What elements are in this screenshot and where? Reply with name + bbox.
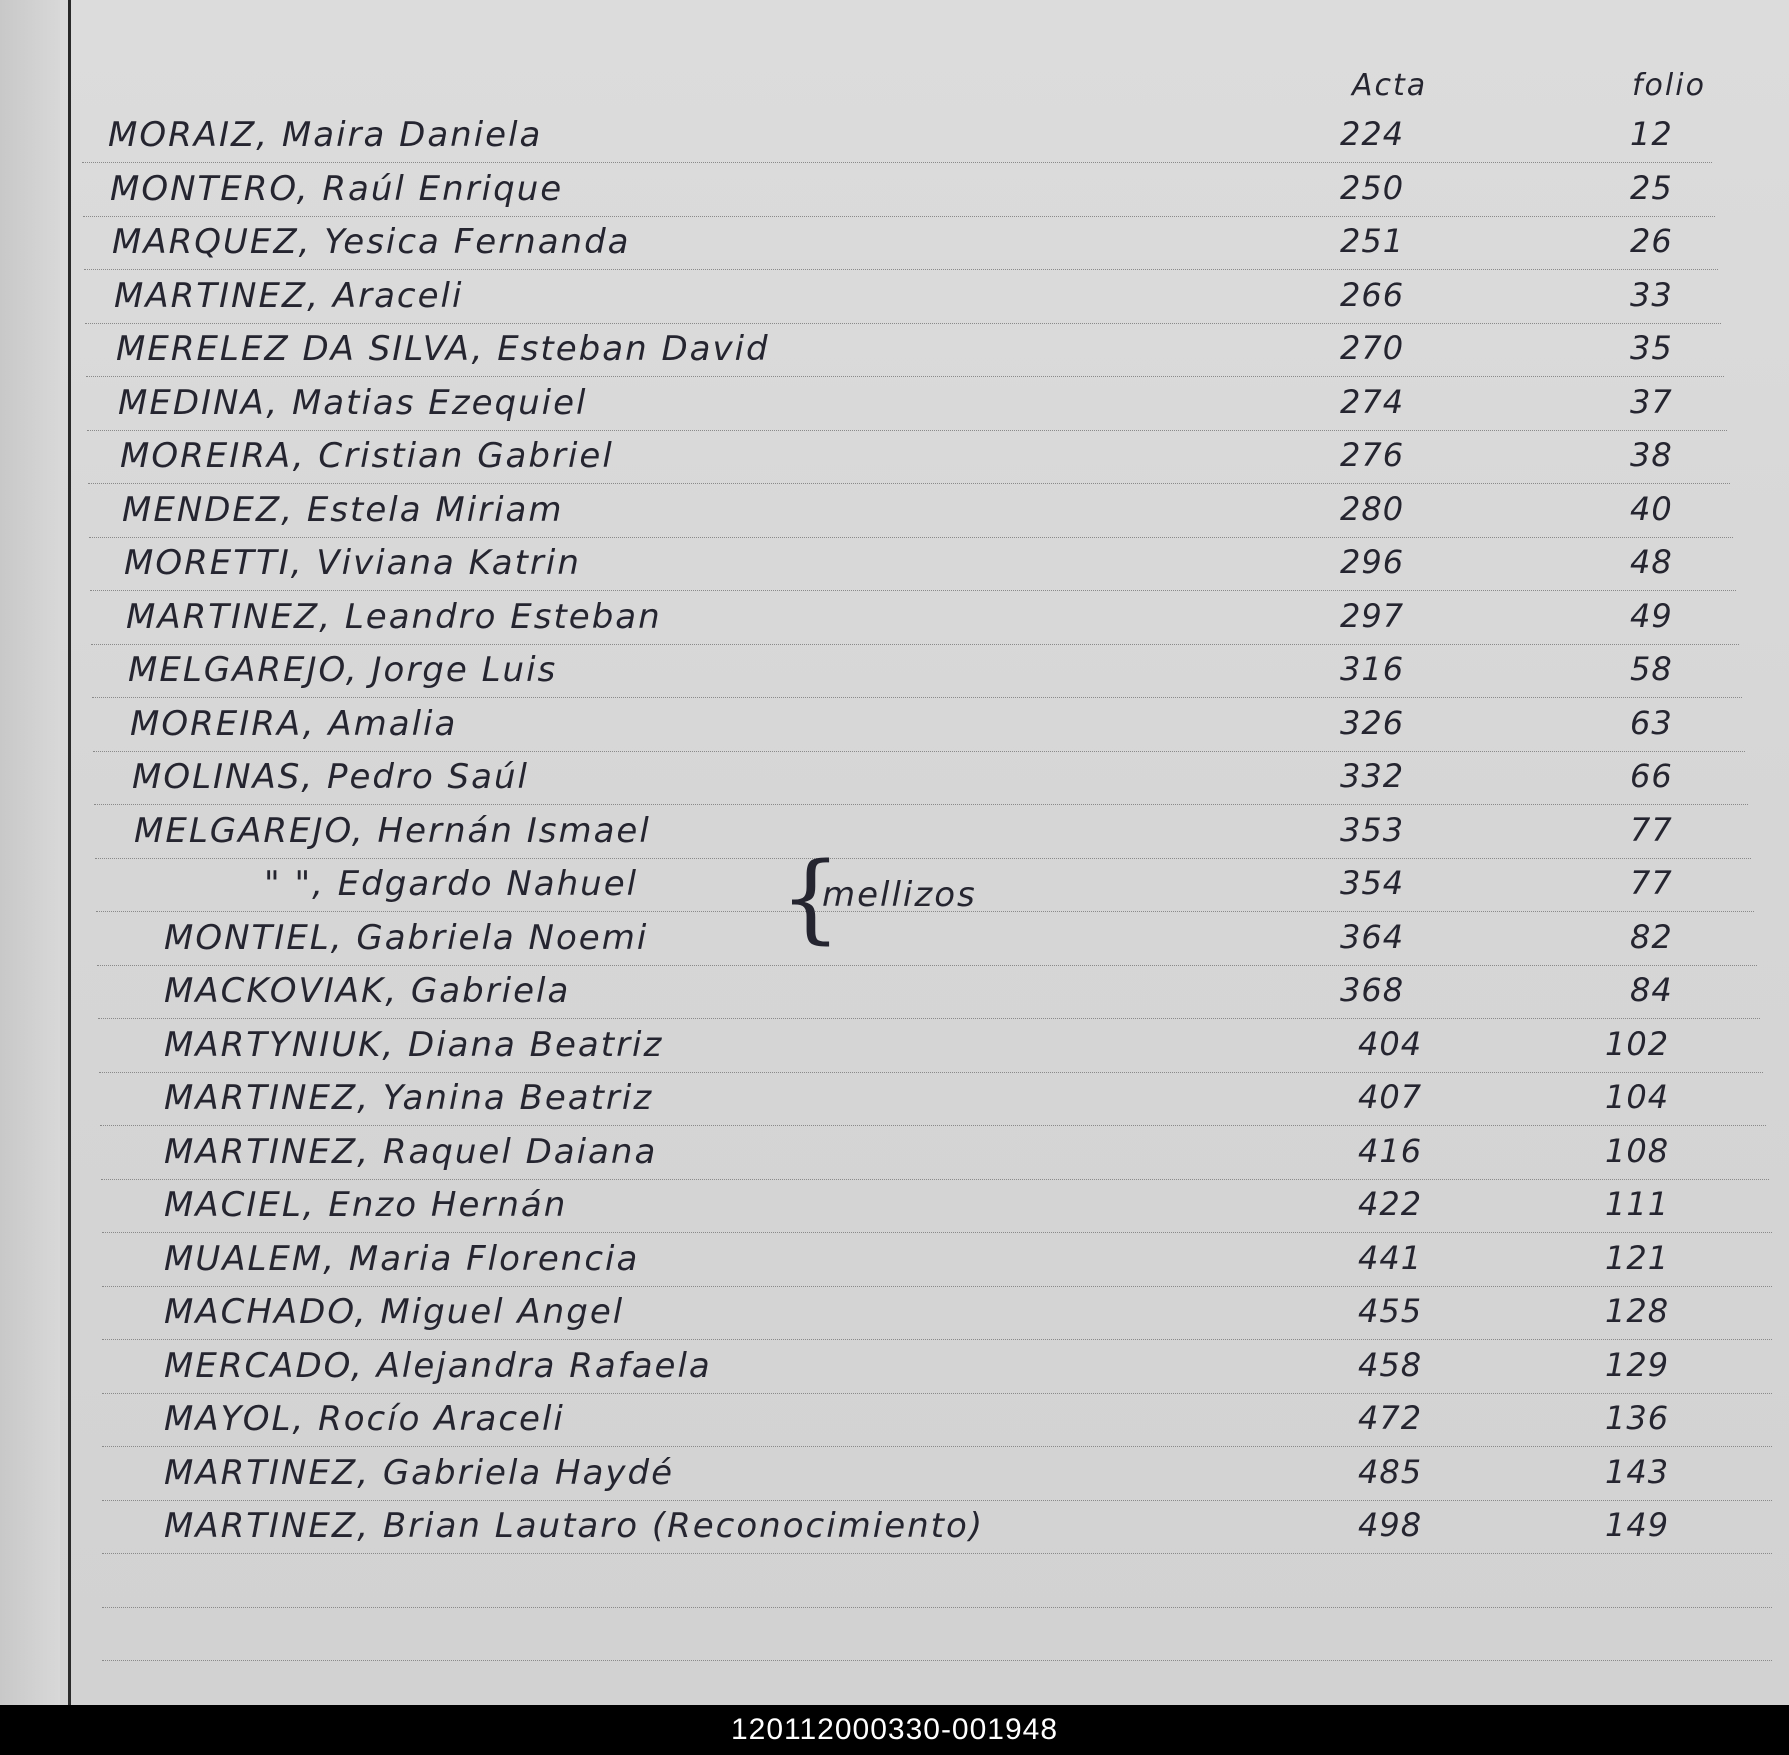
entry-folio: 37 [1630, 382, 1673, 421]
entry-folio: 102 [1605, 1024, 1670, 1063]
ruled-line [86, 376, 1724, 377]
ruled-line [90, 590, 1736, 591]
entry-name: MORAIZ, Maira Daniela [108, 115, 543, 155]
ruled-line [85, 323, 1721, 324]
entry-folio: 48 [1630, 543, 1673, 581]
entry-name: MERCADO, Alejandra Rafaela [164, 1345, 712, 1386]
entry-acta: 416 [1358, 1131, 1423, 1170]
entry-name: MARTINEZ, Raquel Daiana [164, 1131, 658, 1172]
entry-acta: 498 [1358, 1506, 1423, 1544]
page-edge [0, 0, 60, 1705]
entry-folio: 77 [1630, 864, 1673, 902]
ruled-line [88, 483, 1730, 484]
entry-acta: 441 [1358, 1238, 1423, 1277]
entry-name: MARTINEZ, Yanina Beatriz [164, 1078, 654, 1118]
ruled-line [102, 1607, 1772, 1608]
entry-folio: 121 [1605, 1238, 1670, 1277]
entry-name: MACKOVIAK, Gabriela [164, 971, 571, 1011]
entry-folio: 12 [1630, 115, 1673, 153]
entry-folio: 149 [1605, 1506, 1670, 1544]
entry-name: MARTINEZ, Araceli [114, 275, 464, 316]
entry-name: MOREIRA, Cristian Gabriel [120, 436, 614, 476]
ruled-line [99, 1072, 1763, 1073]
entry-folio: 108 [1605, 1131, 1670, 1170]
entry-acta: 332 [1340, 757, 1405, 795]
ruled-line [94, 804, 1748, 805]
entry-acta: 276 [1340, 436, 1405, 474]
ruled-line [87, 430, 1727, 431]
entry-acta: 280 [1340, 489, 1405, 528]
margin-line [68, 0, 71, 1705]
ruled-line [83, 216, 1715, 217]
ruled-line [102, 1660, 1772, 1661]
entry-acta: 326 [1340, 703, 1405, 742]
ruled-line [95, 858, 1751, 859]
entry-name: MONTIEL, Gabriela Noemi [164, 917, 649, 958]
entry-acta: 407 [1358, 1078, 1423, 1116]
entry-acta: 297 [1340, 596, 1405, 635]
ruled-line [102, 1553, 1772, 1554]
entry-name: MAYOL, Rocío Araceli [164, 1399, 565, 1439]
ruled-line [84, 269, 1718, 270]
entry-name: MUALEM, Maria Florencia [164, 1238, 640, 1279]
ruled-line [97, 965, 1757, 966]
entry-folio: 40 [1630, 489, 1673, 528]
entry-name: MARTINEZ, Leandro Esteban [126, 596, 662, 637]
entry-folio: 111 [1605, 1185, 1670, 1223]
twins-note: mellizos [822, 875, 977, 915]
entry-folio: 84 [1630, 971, 1673, 1009]
folio-column-header: folio [1632, 68, 1706, 103]
entry-folio: 77 [1630, 810, 1673, 849]
entry-folio: 128 [1605, 1292, 1670, 1330]
ruled-line [92, 697, 1742, 698]
entry-name: MELGAREJO, Jorge Luis [128, 650, 558, 690]
ruled-line [101, 1179, 1769, 1180]
entry-folio: 63 [1630, 703, 1673, 742]
entry-folio: 104 [1605, 1078, 1670, 1116]
entry-acta: 296 [1340, 543, 1405, 581]
entry-folio: 136 [1605, 1399, 1670, 1437]
ruled-line [102, 1339, 1772, 1340]
document-id-footer: 120112000330-001948 [0, 1705, 1789, 1755]
entry-acta: 353 [1340, 810, 1405, 849]
entry-acta: 472 [1358, 1399, 1423, 1437]
ruled-line [102, 1232, 1772, 1233]
entry-acta: 368 [1340, 971, 1405, 1009]
entry-acta: 458 [1358, 1345, 1423, 1384]
entry-acta: 364 [1340, 917, 1405, 956]
entry-acta: 251 [1340, 222, 1405, 260]
ruled-line [93, 751, 1745, 752]
entry-name: MERELEZ DA SILVA, Esteban David [116, 329, 770, 369]
entry-acta: 354 [1340, 864, 1405, 902]
entry-folio: 82 [1630, 917, 1673, 956]
entry-folio: 33 [1630, 275, 1673, 314]
entry-name: MEDINA, Matias Ezequiel [118, 382, 588, 423]
entry-acta: 266 [1340, 275, 1405, 314]
entry-name: " ", Edgardo Nahuel [264, 864, 639, 904]
entry-folio: 143 [1605, 1452, 1670, 1491]
entry-name: MARQUEZ, Yesica Fernanda [112, 222, 631, 262]
entry-name: MONTERO, Raúl Enrique [110, 168, 564, 209]
entry-acta: 316 [1340, 650, 1405, 688]
entry-name: MACIEL, Enzo Hernán [164, 1185, 568, 1225]
ruled-line [102, 1500, 1772, 1501]
acta-column-header: Acta [1352, 68, 1428, 103]
entry-name: MARTINEZ, Brian Lautaro (Reconocimiento) [164, 1506, 985, 1546]
entry-name: MACHADO, Miguel Angel [164, 1292, 625, 1332]
entry-acta: 455 [1358, 1292, 1423, 1330]
entry-name: MARTYNIUK, Diana Beatriz [164, 1024, 664, 1065]
entry-name: MELGAREJO, Hernán Ismael [134, 810, 651, 851]
ruled-line [100, 1125, 1766, 1126]
entry-acta: 274 [1340, 382, 1405, 421]
ruled-line [102, 1446, 1772, 1447]
twins-brace: { [780, 842, 842, 954]
entry-name: MORETTI, Viviana Katrin [124, 543, 581, 583]
ruled-line [102, 1286, 1772, 1287]
entry-folio: 58 [1630, 650, 1673, 688]
entry-folio: 66 [1630, 757, 1673, 795]
entry-name: MOLINAS, Pedro Saúl [132, 757, 529, 797]
entry-acta: 224 [1340, 115, 1405, 153]
entry-acta: 404 [1358, 1024, 1423, 1063]
entry-name: MARTINEZ, Gabriela Haydé [164, 1452, 675, 1493]
ruled-line [82, 162, 1712, 163]
entry-folio: 129 [1605, 1345, 1670, 1384]
entry-acta: 422 [1358, 1185, 1423, 1223]
entry-folio: 26 [1630, 222, 1673, 260]
ruled-line [102, 1393, 1772, 1394]
entry-name: MENDEZ, Estela Miriam [122, 489, 564, 530]
entry-folio: 25 [1630, 168, 1673, 207]
entry-folio: 49 [1630, 596, 1673, 635]
ruled-line [98, 1018, 1760, 1019]
entry-folio: 35 [1630, 329, 1673, 367]
entry-acta: 270 [1340, 329, 1405, 367]
entry-acta: 250 [1340, 168, 1405, 207]
entry-folio: 38 [1630, 436, 1673, 474]
ruled-line [91, 644, 1739, 645]
ruled-line [89, 537, 1733, 538]
entry-name: MOREIRA, Amalia [130, 703, 458, 744]
entry-acta: 485 [1358, 1452, 1423, 1491]
